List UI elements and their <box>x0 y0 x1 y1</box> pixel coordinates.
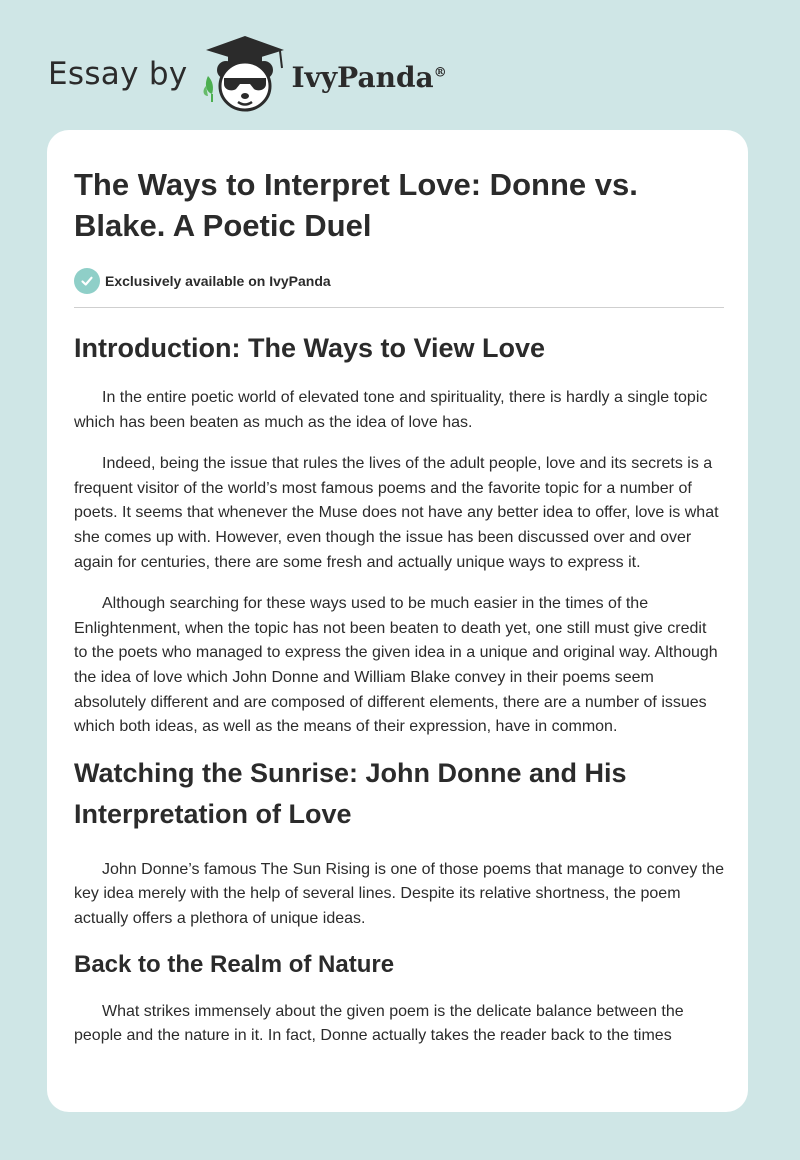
intro-paragraph-1: In the entire poetic world of elevated tone and spirituality, there is hardly a single topic which has been beaten as much as the idea of love has. <box>74 389 708 431</box>
exclusive-badge <box>74 268 724 294</box>
essay-by-label: Essay by <box>48 56 188 92</box>
site-header <box>48 34 548 114</box>
essay-card <box>47 130 748 1112</box>
intro-paragraph-3: Although searching for these ways used to be much easier in the times of the Enlightenment, when the topic has not been beaten to death yet, one still must give credit to the poets who managed to express the given idea in a unique and original way. Although the idea of love which John Donne and William Blake convey in their poems seem absolutely different and are composed of different elements, there are a number of issues which both ideas, as well as the means of their expression, have in common. <box>74 595 718 736</box>
nature-heading: Back to the Realm of Nature <box>74 950 395 978</box>
nature-paragraph-1: What strikes immensely about the given poem is the delicate balance between the people and the nature in it. In fact, Donne actually takes the reader back to the times <box>74 1002 684 1045</box>
intro-paragraph-2: Indeed, being the issue that rules the lives of the adult people, love and its secrets is a frequent visitor of the world’s most famous poems and the favorite topic for a number of poets. It seems that whenever the Muse does not have any better idea to offer, love is what she comes up with. However, even though the issue has been discussed over and over again for centuries, there are some fresh and actually unique ways to express it. <box>74 455 719 571</box>
divider <box>74 307 724 308</box>
donne-heading: Watching the Sunrise: John Donne and His Interpretation of Love <box>74 757 627 829</box>
brand-name[interactable] <box>292 61 447 94</box>
donne-paragraph-1: John Donne’s famous The Sun Rising is one of those poems that manage to convey the key idea merely with the help of several lines. Despite its relative shortness, the poem actually offers a plethora of unique ideas. <box>74 860 725 927</box>
essay-title: The Ways to Interpret Love: Donne vs. Blake. A Poetic Duel <box>74 167 638 243</box>
panda-logo-icon[interactable] <box>200 34 290 114</box>
brand-text: IvyPanda <box>291 60 434 94</box>
exclusive-label: Exclusively available on IvyPanda <box>105 273 331 289</box>
registered-mark: ® <box>433 65 447 81</box>
intro-heading: Introduction: The Ways to View Love <box>74 333 546 363</box>
check-icon <box>74 268 100 294</box>
essay-content <box>74 164 724 1049</box>
